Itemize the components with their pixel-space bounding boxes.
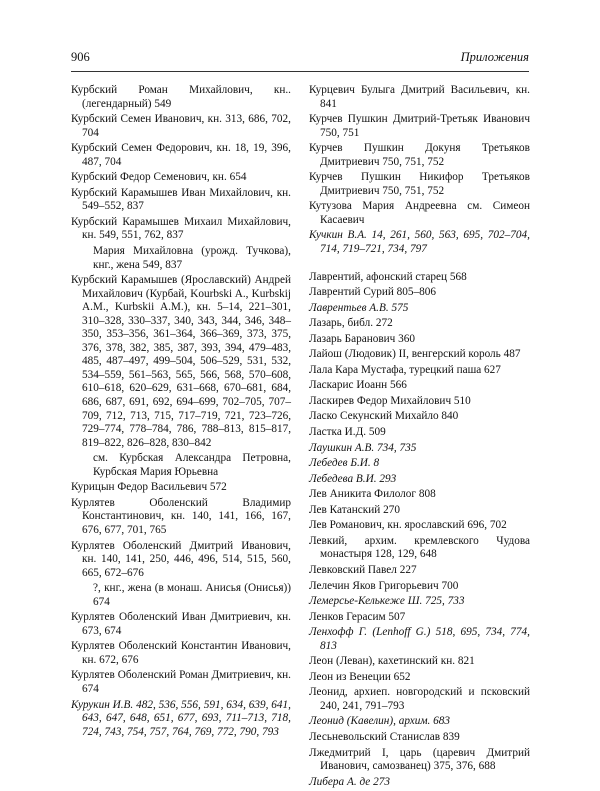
index-entry: Лала Кара Мустафа, турецкий паша 627 <box>309 363 501 376</box>
index-entry: Курбский Карамышев Иван Михайлович, кн. 549–552, 837 <box>71 186 291 213</box>
index-cross-reference: см. Курбская Александра Петровна, Курбская Мария Юрьевна <box>93 452 291 478</box>
index-entry: Леон из Венеции 652 <box>309 670 411 683</box>
index-entry: Лазарь, библ. 272 <box>309 317 393 330</box>
index-entry-author: Лебедев Б.И. 8 <box>309 457 380 470</box>
page-header <box>71 50 529 68</box>
index-entry: Лаврентий Сурий 805–806 <box>309 286 437 299</box>
index-entry-author: Либера А. де 273 <box>309 775 390 788</box>
index-entry: Курлятев Оболенский Владимир Константинович, кн. 140, 141, 166, 167, 676, 677, 701, 765 <box>71 496 291 536</box>
index-entry: Ласкирев Федор Михайлович 510 <box>309 394 471 407</box>
index-entry: Лайош (Людовик) II, венгерский король 487 <box>309 348 521 361</box>
index-entry: Леон (Леван), кахетинский кн. 821 <box>309 655 475 668</box>
index-entry: Курчев Пушкин Никифор Третьяков Дмитриевич 750, 751, 752 <box>309 171 530 197</box>
index-entry: Курбский Карамышев Михаил Михайлович, кн. 549, 551, 762, 837 <box>71 215 291 242</box>
index-entry: Ласко Секунский Михайло 840 <box>309 410 459 423</box>
index-entry: Курчев Пушкин Дмитрий-Третьяк Иванович 750, 751 <box>309 113 530 139</box>
running-title: Приложения <box>460 50 529 64</box>
index-entry: Лев Романович, кн. ярославский 696, 702 <box>309 519 507 532</box>
index-entry: Курбский Федор Семенович, кн. 654 <box>71 171 247 184</box>
index-entry: Леонид, архиеп. новгородский и псковский 240, 241, 791–793 <box>309 686 530 712</box>
index-entry: Лелечин Яков Григорьевич 700 <box>309 579 459 592</box>
index-entry: Курбский Роман Михайлович, кн.. (легендарный) 549 <box>71 84 291 110</box>
index-entry: Лесьневольский Станислав 839 <box>309 730 460 743</box>
index-entry-person: Леонид (Кавелин), архим. 683 <box>309 715 451 728</box>
index-entry: Курлятев Оболенский Роман Дмитриевич, кн. 674 <box>71 669 291 695</box>
index-entry-author: Лаврентьев А.В. 575 <box>309 301 409 314</box>
index-entry: Курлятев Оболенский Константин Иванович, кн. 672, 676 <box>71 640 291 666</box>
index-entry: Курлятев Оболенский Дмитрий Иванович, кн. 140, 141, 250, 446, 496, 514, 515, 560, 665, 672–676 <box>71 539 291 579</box>
index-column-right <box>309 84 530 791</box>
index-entry: Левкий, архим. кремлевского Чудова монастыря 128, 129, 648 <box>309 534 530 561</box>
index-entry: Курбский Семен Федорович, кн. 18, 19, 396, 487, 704 <box>71 142 291 168</box>
index-entry: Лаврентий, афонский старец 568 <box>309 270 467 283</box>
index-entry: Лазарь Баранович 360 <box>309 332 416 345</box>
index-entry-author: Курукин И.В. 482, 536, 556, 591, 634, 639, 641, 643, 647, 648, 651, 677, 693, 711–713, 718, 724, 743, 754, 757, 764, 769, 772, 790, 793 <box>71 698 291 738</box>
index-entry: Левковский Павел 227 <box>309 563 417 576</box>
index-entry: Курлятев Оболенский Иван Дмитриевич, кн. 673, 674 <box>71 611 291 637</box>
index-entry-author: Кучкин В.А. 14, 261, 560, 563, 695, 702–704, 714, 719–721, 734, 797 <box>309 229 530 256</box>
letter-group-gap <box>309 259 530 271</box>
index-entry: Курбский Семен Иванович, кн. 313, 686, 702, 704 <box>71 113 291 139</box>
index-column-left <box>71 84 291 741</box>
page-number: 906 <box>71 50 90 64</box>
index-entry-author: Лемерсье-Келькеже Ш. 725, 733 <box>309 595 465 608</box>
index-entry-author: Лаушкин А.В. 734, 735 <box>309 441 417 454</box>
index-entry: Лев Аникита Филолог 808 <box>309 488 436 501</box>
index-entry: Ласкарис Иоанн 566 <box>309 379 407 392</box>
index-entry: Лжедмитрий I, царь (царевич Дмитрий Иванович, самозванец) 375, 376, 688 <box>309 746 530 773</box>
index-subentry: Мария Михайловна (урожд. Тучкова), кнг., жена 549, 837 <box>93 245 291 271</box>
index-entry: Курчев Пушкин Докуня Третьяков Дмитриевич 750, 751, 752 <box>309 142 530 168</box>
index-entry: Курбский Карамышев (Ярославский) Андрей Михайлович (Курбай, Kourbski A., Kurbskij A.M., Kurbskii A.M.), кн. 5–14, 221–301, 310–328, 330–337, 340, 343, 344, 346, 348–350, 353–356, 361–364, 366–369, 373, 375, 376, 378, 382, 385, 387, 393, 394, 479–483, 485, 487–497, 499–504, 506–529, 531, 532, 534–559, 561–563, 565, 566, 568, 570–608, 610–618, 620–629, 631–668, 670–681, 684, 686, 687, 691, 692, 694–699, 702–705, 707–709, 712, 713, 715, 717–719, 721, 723–726, 729–774, 778–784, 786, 788–813, 815–817, 819–822, 826–828, 830–842 <box>71 274 291 449</box>
index-entry-author: Лебедева В.И. 293 <box>309 472 397 485</box>
index-entry: Кутузова Мария Андреевна см. Симеон Касаевич <box>309 200 530 226</box>
index-entry: Ленков Герасим 507 <box>309 610 406 623</box>
index-entry: Ластка И.Д. 509 <box>309 426 386 439</box>
index-entry: Лев Катанский 270 <box>309 503 400 516</box>
index-entry: Курцевич Булыга Дмитрий Васильевич, кн. 841 <box>309 84 530 110</box>
index-subentry: ?, кнг., жена (в монаш. Анисья (Онисья)) 674 <box>93 582 291 608</box>
index-entry-author: Ленхофф Г. (Lenhoff G.) 518, 695, 734, 774, 813 <box>309 626 530 652</box>
header-rule <box>71 71 529 72</box>
index-entry: Курицын Федор Васильевич 572 <box>71 481 227 494</box>
